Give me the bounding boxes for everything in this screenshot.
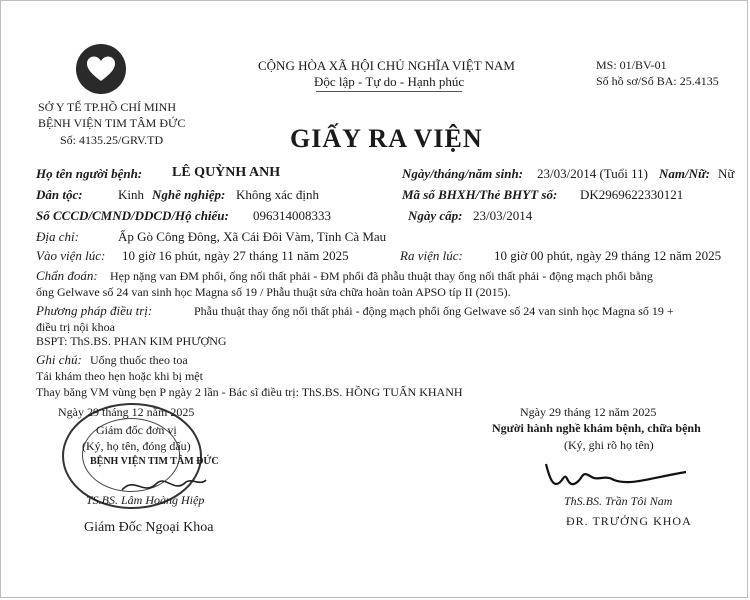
notes-line-2: Tái khám theo hẹn hoặc khi bị mệt — [36, 369, 203, 383]
ethnic-value: Kinh — [118, 187, 144, 202]
right-sign-date: Ngày 29 tháng 12 năm 2025 — [520, 405, 657, 419]
address-label: Địa chỉ: — [36, 229, 79, 244]
diagnosis-line-1: Hẹp nặng van ĐM phổi, ống nối thất phải - ĐM phổi đã phẫu thuật thay ống nối thất phải - động mạch phổi bằng — [110, 269, 653, 283]
left-sign-name: TS.BS. Lâm Hoàng Hiệp — [86, 493, 205, 507]
issue-date-label: Ngày cấp: — [408, 208, 463, 223]
discharge-value: 10 giờ 00 phút, ngày 29 tháng 12 năm 2025 — [494, 248, 722, 263]
sex-value: Nữ — [718, 166, 735, 181]
id-value: 096314008333 — [253, 208, 331, 223]
job-label: Nghề nghiệp: — [152, 187, 226, 202]
page-title: GIẤY RA VIỆN — [290, 124, 483, 153]
issue-date-value: 23/03/2014 — [473, 208, 533, 223]
right-sign-name: ThS.BS. Trần Tôi Nam — [564, 494, 673, 508]
right-sign-role: Người hành nghề khám bệnh, chữa bệnh — [492, 421, 701, 435]
ethnic-label: Dân tộc: — [36, 187, 83, 202]
right-sign-title: ĐR. TRƯỞNG KHOA — [566, 514, 692, 528]
address-value: Ấp Gò Công Đông, Xã Cái Đôi Vàm, Tỉnh Cà Mau — [118, 229, 387, 244]
health-dept: SỞ Y TẾ TP.HỒ CHÍ MINH — [38, 100, 177, 114]
insurance-label: Mã số BHXH/Thẻ BHYT số: — [402, 187, 558, 202]
treatment-line-2: điều trị nội khoa — [36, 320, 115, 334]
form-number: MS: 01/BV-01 — [596, 58, 667, 72]
name-label: Họ tên người bệnh: — [36, 166, 143, 181]
admit-value: 10 giờ 16 phút, ngày 27 tháng 11 năm 2025 — [122, 248, 349, 263]
id-label: Số CCCD/CMND/DDCD/Hộ chiếu: — [36, 208, 229, 223]
treatment-line-1: Phẫu thuật thay ống nối thất phải - động mạch phổi ống Gelwave số 24 van sinh học Magna số 19 + — [194, 304, 674, 318]
admit-label: Vào viện lúc: — [36, 248, 106, 263]
left-sign-note: (Ký, họ tên, đóng dấu) — [82, 439, 191, 453]
right-sign-note: (Ký, ghi rõ họ tên) — [564, 438, 654, 452]
notes-line-1: Uống thuốc theo toa — [90, 353, 188, 367]
notes-label: Ghi chú: — [36, 352, 82, 367]
motto-underline — [316, 91, 462, 92]
patient-name: LÊ QUỲNH ANH — [172, 165, 281, 180]
heart-icon — [76, 44, 126, 94]
hospital-logo — [76, 44, 126, 94]
right-signature — [540, 450, 690, 496]
republic-heading: CỘNG HÒA XÃ HỘI CHỦ NGHĨA VIỆT NAM — [258, 58, 515, 73]
treatment-label: Phương pháp điều trị: — [36, 303, 153, 318]
notes-line-3: Thay băng VM vùng bẹn P ngày 2 lần - Bác sĩ điều trị: ThS.BS. HỒNG TUẤN KHANH — [36, 385, 463, 399]
left-sign-role: Giám đốc đơn vị — [96, 423, 177, 437]
sex-label: Nam/Nữ: — [659, 166, 711, 181]
dob-value: 23/03/2014 (Tuổi 11) — [537, 166, 648, 181]
stamp-text: BỆNH VIỆN TIM TÂM ĐỨC — [90, 456, 219, 467]
document-code: Số: 4135.25/GRV.TD — [60, 133, 164, 147]
national-motto: Độc lập - Tự do - Hạnh phúc — [314, 74, 465, 89]
left-signature — [118, 472, 208, 498]
left-sign-title: Giám Đốc Ngoại Khoa — [84, 520, 214, 535]
insurance-value: DK2969622330121 — [580, 187, 684, 202]
diagnosis-line-2: ống Gelwave số 24 van sinh học Magna số 19 / Phẫu thuật sửa chữa hoàn toàn APSO típ II (2015). — [36, 285, 511, 299]
job-value: Không xác định — [236, 187, 320, 202]
dob-label: Ngày/tháng/năm sinh: — [402, 166, 524, 181]
discharge-label: Ra viện lúc: — [400, 248, 463, 263]
record-number: Số hồ sơ/Số BA: 25.4135 — [596, 74, 719, 88]
diagnosis-label: Chẩn đoán: — [36, 268, 98, 283]
surgeon-line: BSPT: ThS.BS. PHAN KIM PHƯỢNG — [36, 334, 227, 348]
hospital-name: BỆNH VIỆN TIM TÂM ĐỨC — [38, 116, 186, 130]
left-sign-date: Ngày 29 tháng 12 năm 2025 — [58, 405, 195, 419]
